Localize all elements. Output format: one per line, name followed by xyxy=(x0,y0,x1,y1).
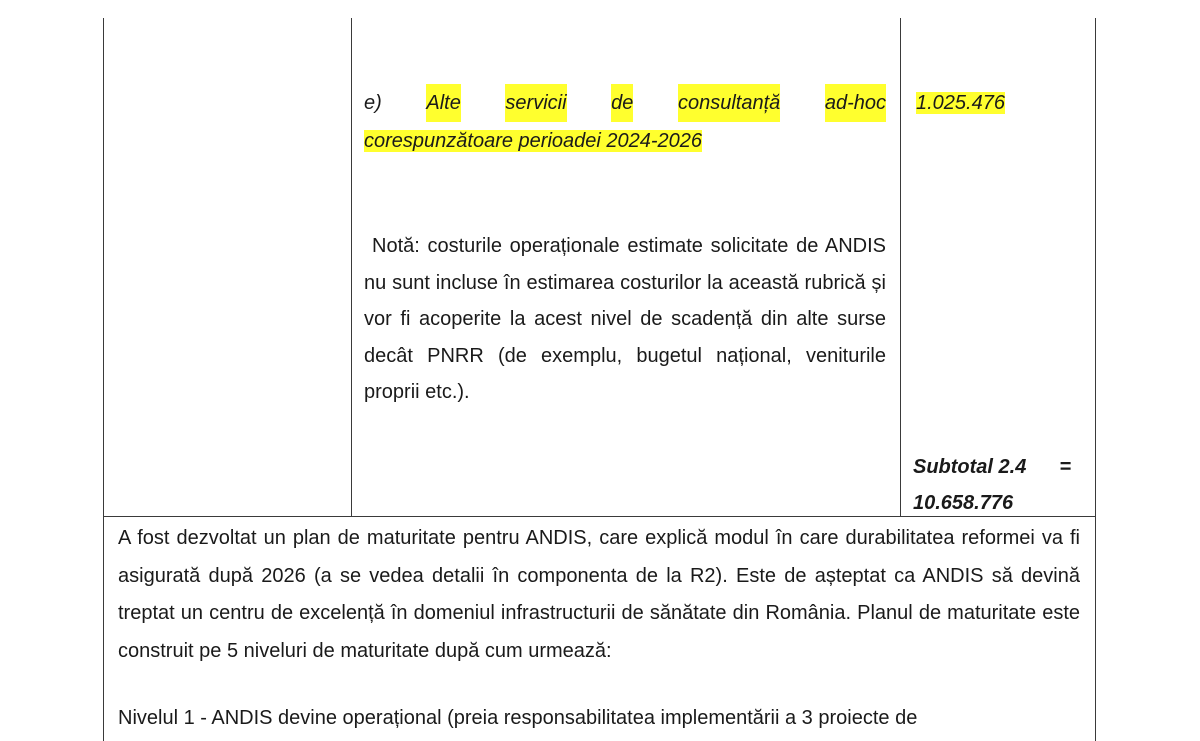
item-e-value xyxy=(916,84,1005,122)
item-e-word: servicii xyxy=(505,84,566,122)
item-e-line-2-text: corespunzătoare perioadei 2024-2026 xyxy=(364,130,703,152)
item-e-line-1 xyxy=(364,84,886,122)
item-e-word: de xyxy=(611,84,633,122)
table-item-e xyxy=(364,84,886,160)
level-1-paragraph: Nivelul 1 - ANDIS devine operațional (preia responsabilitatea implementării a 3 proiecte de xyxy=(118,707,918,729)
item-e-word: ad-hoc xyxy=(825,84,886,122)
subtotal-cell xyxy=(913,449,1071,521)
item-e-line-2 xyxy=(364,122,886,160)
table-left-border xyxy=(103,18,104,517)
table-column-divider-1 xyxy=(351,18,352,517)
cost-note: Notă: costurile operaționale estimate solicitate de ANDIS nu sunt incluse în estimarea costurilor la această rubrică și vor fi acoperite la acest nivel de scadență din alte surse decât PNRR (de exemplu, bugetul național, veniturile proprii etc.). xyxy=(364,235,886,404)
item-e-prefix: e) xyxy=(364,92,382,114)
subtotal-value: 10.658.776 xyxy=(913,492,1014,514)
subtotal-line-1 xyxy=(913,449,1071,485)
table-right-border xyxy=(1095,18,1096,517)
table-column-divider-2 xyxy=(900,18,901,517)
item-e-word: Alte xyxy=(426,84,460,122)
item-e-word: consultanță xyxy=(678,84,780,122)
section-right-border xyxy=(1095,516,1096,741)
item-e-value-text: 1.025.476 xyxy=(916,92,1005,114)
maturity-plan-paragraph: A fost dezvoltat un plan de maturitate pentru ANDIS, care explică modul în care durabilitatea reformei va fi asigurată după 2026 (a se vedea detalii în componenta de la R2). Este de așteptat ca ANDIS să devină treptat un centru de excelență în domeniul infrastructurii de sănătate din România. Planul de maturitate este construit pe 5 niveluri de maturitate după cum urmează: xyxy=(118,527,1080,662)
section-left-border xyxy=(103,516,104,741)
subtotal-label: Subtotal 2.4 xyxy=(913,456,1027,478)
subtotal-equals: = xyxy=(1059,456,1071,478)
